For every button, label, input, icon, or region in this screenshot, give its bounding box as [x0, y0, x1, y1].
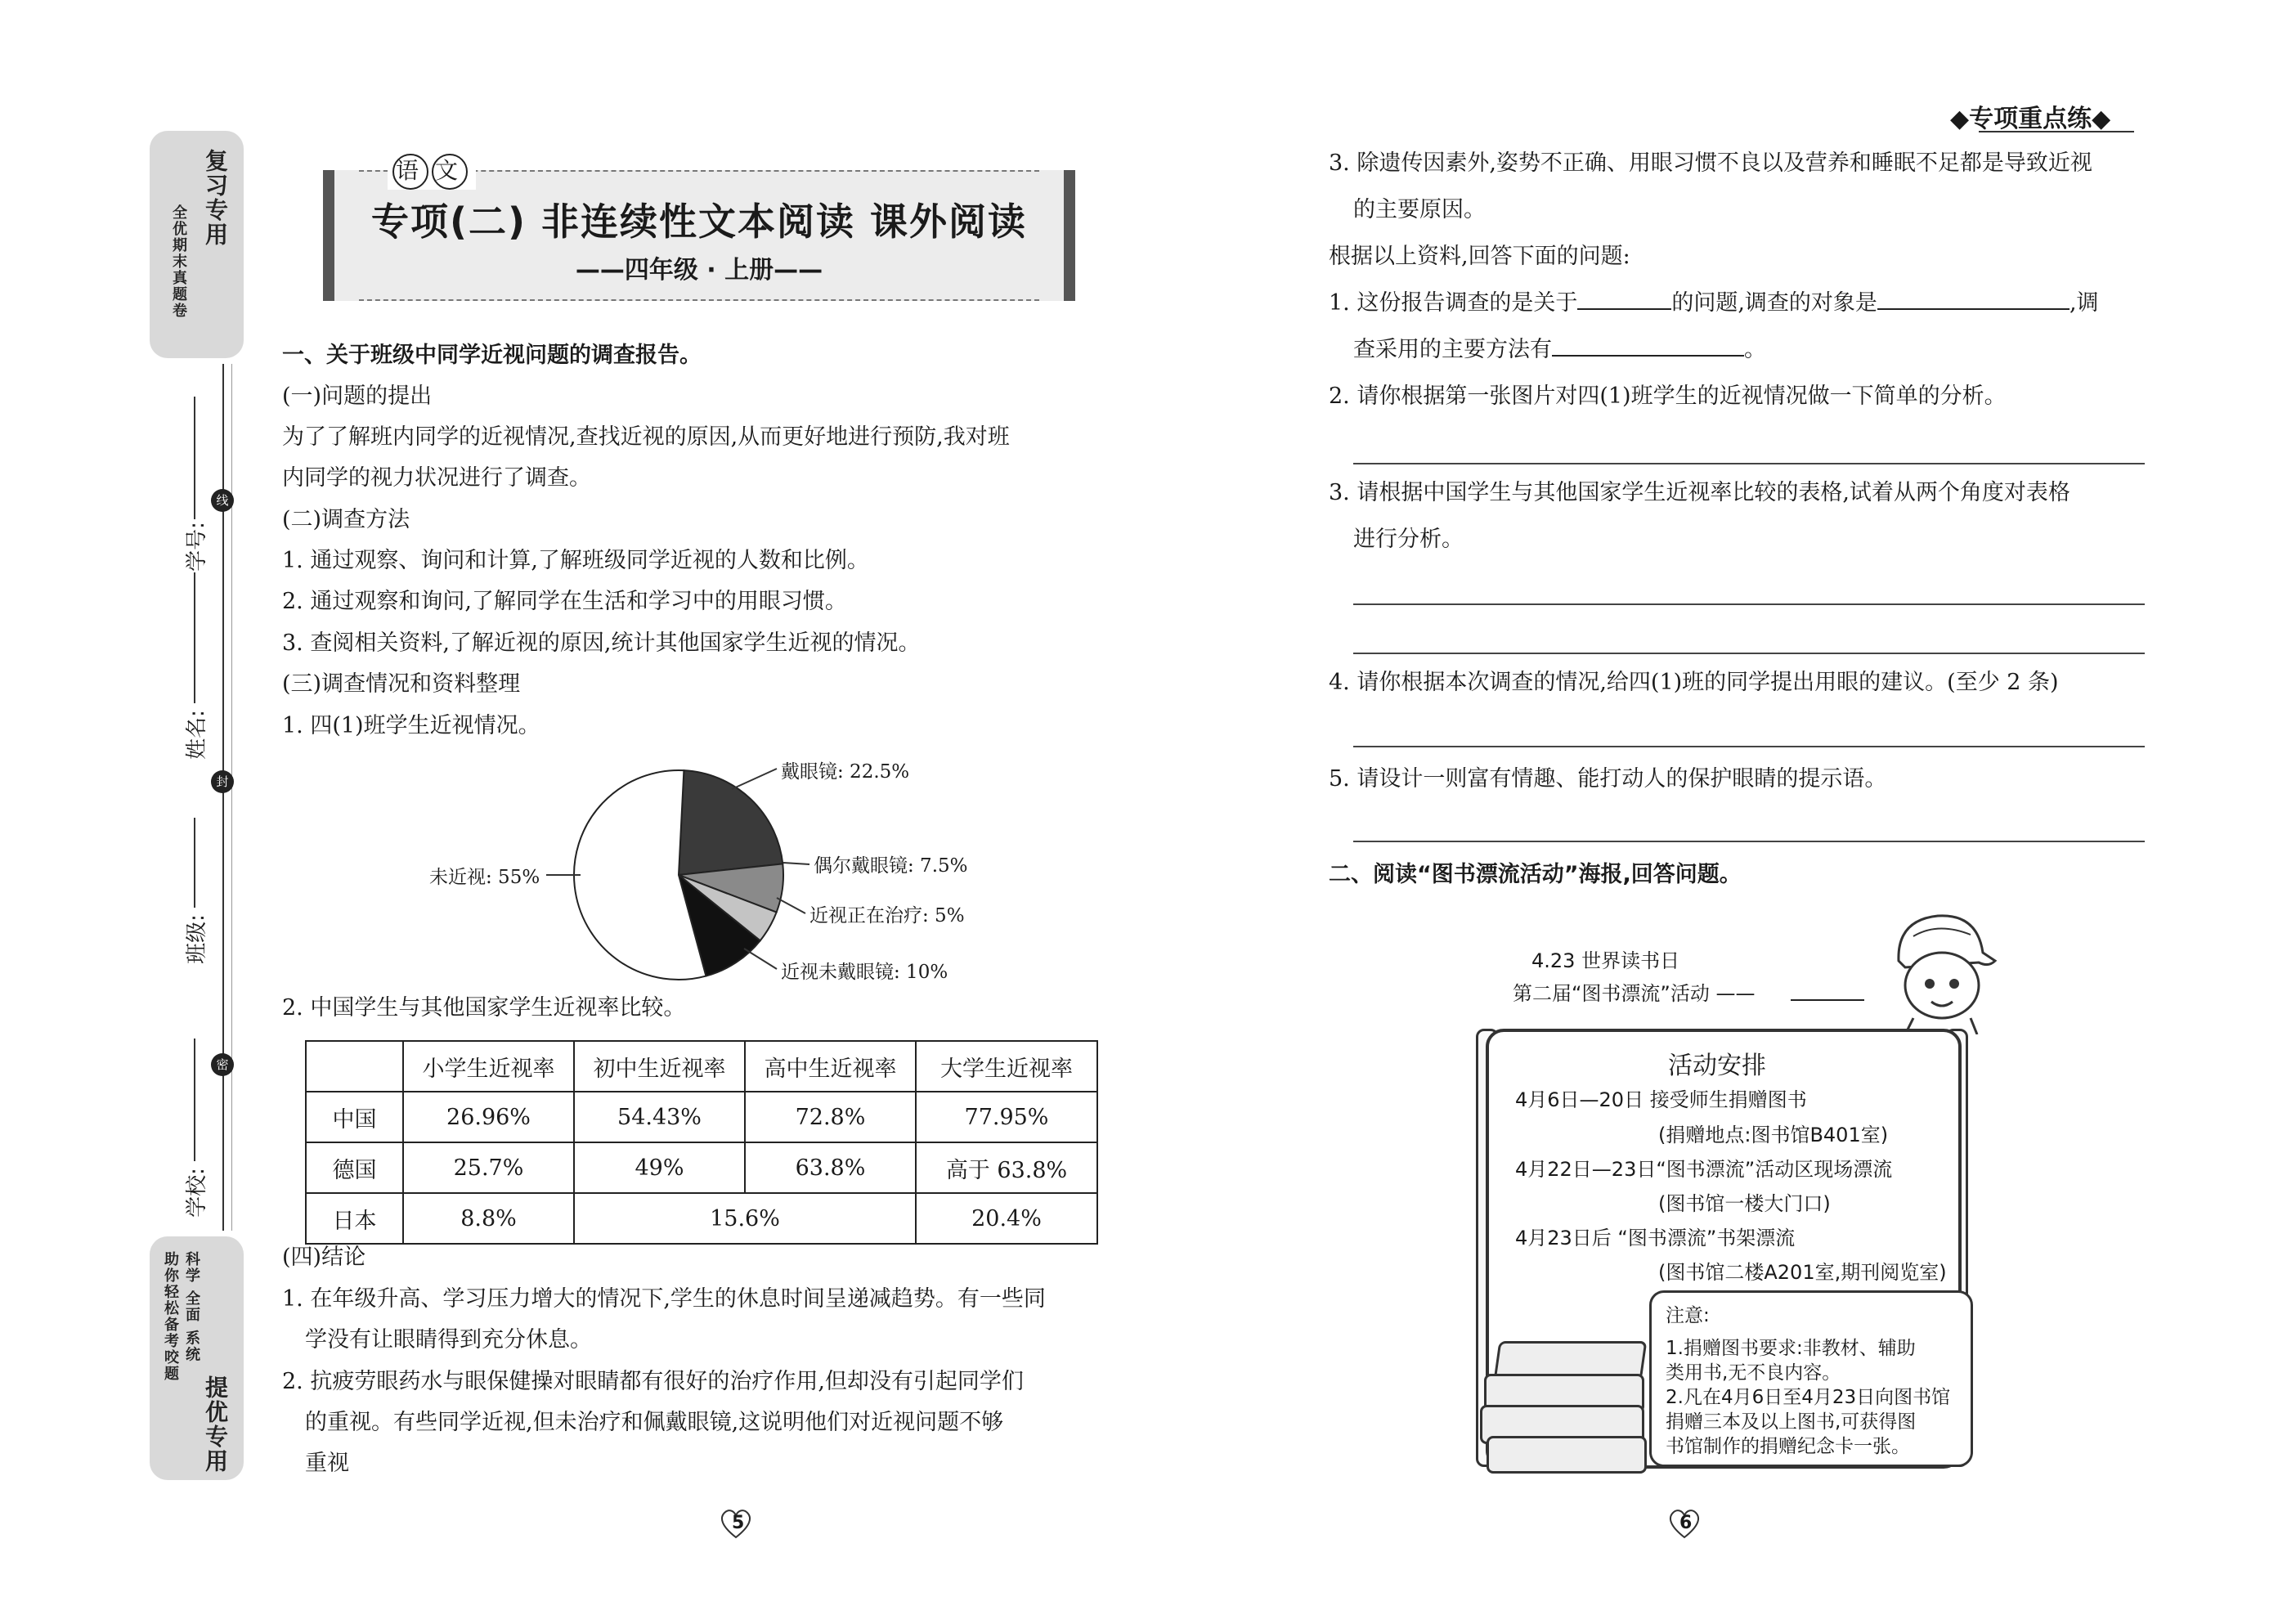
- sidebar-bottom-sublabel2: 助你轻松备考咬题: [162, 1251, 179, 1382]
- answer-blank-topic[interactable]: [1577, 284, 1671, 310]
- question-1-part-e: 。: [1744, 337, 1766, 362]
- seal-mi: 密: [211, 1053, 234, 1076]
- table-cell: 49%: [574, 1142, 745, 1193]
- answer-blank-method[interactable]: [1552, 330, 1744, 357]
- table-header-cell: 小学生近视率: [403, 1041, 574, 1092]
- schedule-item: 4月23日后 “图书漂流”书架漂流: [1515, 1227, 1796, 1249]
- reason-3-line1: 3. 除遗传因素外,姿势不正确、用眼习惯不良以及营养和睡眠不足都是导致近视: [1329, 150, 2092, 176]
- p1-heading: (一)问题的提出: [282, 384, 433, 409]
- question-1-part-b: 的问题,调查的对象是: [1671, 290, 1877, 316]
- myopia-comparison-table: [305, 1040, 1098, 1245]
- conclusion-1-line1: 1. 在年级升高、学习压力增大的情况下,学生的休息时间呈递减趋势。有一些同: [282, 1286, 1046, 1312]
- schedule-item: 4月6日—20日 接受师生捐赠图书: [1515, 1088, 1807, 1111]
- instruction-text: 根据以上资料,回答下面的问题:: [1329, 244, 1630, 269]
- answer-line-q5[interactable]: [1353, 841, 2145, 842]
- table-header-cell: 高中生近视率: [745, 1041, 916, 1092]
- survey-2-title: 2. 中国学生与其他国家学生近视率比较。: [282, 995, 686, 1021]
- conclusion-2-line3: 重视: [305, 1451, 349, 1476]
- answer-line-q3b[interactable]: [1353, 653, 2145, 654]
- section-tag-underline: [1979, 131, 2134, 132]
- table-cell: 日本: [306, 1193, 403, 1244]
- page-number-left: 5: [732, 1513, 745, 1533]
- question-1: [1329, 283, 2099, 324]
- table-row: [306, 1092, 1097, 1142]
- table-header-cell: [306, 1041, 403, 1092]
- table-cell: 77.95%: [916, 1092, 1097, 1142]
- pie-label-normal: 未近视: 55%: [429, 867, 540, 888]
- table-cell: 8.8%: [403, 1193, 574, 1244]
- question-1-cont: [1353, 330, 1766, 370]
- boy-cartoon-icon: [1881, 904, 2003, 1034]
- section-tag: ◆专项重点练◆: [1950, 105, 2111, 133]
- table-header-cell: 大学生近视率: [916, 1041, 1097, 1092]
- sidebar-bottom-label: 提优专用: [202, 1375, 229, 1474]
- table-cell: 63.8%: [745, 1142, 916, 1193]
- table-cell: 德国: [306, 1142, 403, 1193]
- p3-heading: (三)调查情况和资料整理: [282, 671, 521, 697]
- pie-label-sometimes: 偶尔戴眼镜: 7.5%: [814, 855, 968, 877]
- seal-xian: 线: [211, 489, 234, 512]
- schedule-item: (图书馆二楼A201室,期刊阅览室): [1658, 1261, 1947, 1284]
- schedule-item: 4月22日—23日“图书漂流”活动区现场漂流: [1515, 1158, 1893, 1181]
- pie-label-treating: 近视正在治疗: 5%: [809, 905, 965, 926]
- page-title: 专项(二) 非连续性文本阅读 课外阅读: [370, 200, 1028, 244]
- table-header-row: [306, 1041, 1097, 1092]
- schedule-item: (捐赠地点:图书馆B401室): [1658, 1124, 1889, 1146]
- poster-line1: 4.23 世界读书日: [1531, 949, 1680, 972]
- method-1: 1. 通过观察、询问和计算,了解班级同学近视的人数和比例。: [282, 548, 869, 573]
- notice-line: 2.凡在4月6日至4月23日向图书馆: [1666, 1387, 1951, 1408]
- poster-line2: 第二届“图书漂流”活动 ——: [1513, 982, 1756, 1005]
- pie-label-noglasses: 近视未戴眼镜: 10%: [781, 962, 948, 983]
- question-4: 4. 请你根据本次调查的情况,给四(1)班的同学提出用眼的建议。(至少 2 条): [1329, 670, 2059, 695]
- notice-line: 类用书,无不良内容。: [1666, 1362, 1841, 1384]
- table-cell: 高于 63.8%: [916, 1142, 1097, 1193]
- table-header-cell: 初中生近视率: [574, 1041, 745, 1092]
- notice-line: 捐赠三本及以上图书,可获得图: [1666, 1411, 1917, 1433]
- book-stack-icon: [1487, 1436, 1647, 1474]
- conclusion-2-line1: 2. 抗疲劳眼药水与眼保健操对眼睛都有很好的治疗作用,但却没有引起同学们: [282, 1369, 1024, 1394]
- conclusion-2-line2: 的重视。有些同学近视,但未治疗和佩戴眼镜,这说明他们对近视问题不够: [305, 1410, 1004, 1435]
- table-cell: 25.7%: [403, 1142, 574, 1193]
- reason-3-line2: 的主要原因。: [1353, 197, 1486, 222]
- table-cell: 15.6%: [574, 1193, 916, 1244]
- question-1-part-c: ,调: [2069, 290, 2099, 316]
- table-cell: 26.96%: [403, 1092, 574, 1142]
- question-3-line1: 3. 请根据中国学生与其他国家学生近视率比较的表格,试着从两个角度对表格: [1329, 480, 2070, 505]
- section2-title: 二、阅读“图书漂流活动”海报,回答问题。: [1329, 862, 1742, 887]
- table-row: [306, 1193, 1097, 1244]
- sidebar-bottom-sublabel1: 科学 全面 系统: [183, 1251, 200, 1363]
- p1-line2: 内同学的视力状况进行了调查。: [282, 465, 591, 491]
- subject-char-1: 语: [392, 154, 428, 190]
- board-title: 活动安排: [1668, 1052, 1766, 1080]
- field-student-number: 学号:: [184, 522, 209, 572]
- seal-feng: 封: [211, 770, 234, 793]
- table-cell: 中国: [306, 1092, 403, 1142]
- answer-line-q4[interactable]: [1353, 746, 2145, 747]
- field-name: 姓名:: [184, 710, 209, 760]
- page-number-right: 6: [1679, 1513, 1693, 1533]
- table-row: [306, 1142, 1097, 1193]
- question-2: 2. 请你根据第一张图片对四(1)班学生的近视情况做一下简单的分析。: [1329, 384, 2007, 409]
- survey-1-title: 1. 四(1)班学生近视情况。: [282, 713, 540, 738]
- notice-line: 1.捐赠图书要求:非教材、辅助: [1666, 1338, 1916, 1359]
- field-class: 班级:: [184, 914, 209, 964]
- method-2: 2. 通过观察和询问,了解同学在生活和学习中的用眼习惯。: [282, 589, 847, 614]
- p2-heading: (二)调查方法: [282, 507, 410, 532]
- sidebar-top-label: 复习专用: [202, 149, 229, 247]
- answer-blank-subject[interactable]: [1877, 284, 2070, 310]
- question-1-part-d: 查采用的主要方法有: [1353, 337, 1552, 362]
- question-3-line2: 进行分析。: [1353, 527, 1464, 552]
- table-cell: 72.8%: [745, 1092, 916, 1142]
- p1-line1: 为了了解班内同学的近视情况,查找近视的原因,从而更好地进行预防,我对班: [282, 424, 1010, 450]
- question-1-part-a: 1. 这份报告调查的是关于: [1329, 290, 1578, 316]
- table-cell: 20.4%: [916, 1193, 1097, 1244]
- schedule-item: (图书馆一楼大门口): [1658, 1192, 1831, 1215]
- method-3: 3. 查阅相关资料,了解近视的原因,统计其他国家学生近视的情况。: [282, 630, 921, 656]
- section1-title: 一、关于班级中同学近视问题的调查报告。: [282, 343, 702, 368]
- answer-line-q3a[interactable]: [1353, 603, 2145, 605]
- table-cell: 54.43%: [574, 1092, 745, 1142]
- notice-line: 书馆制作的捐赠纪念卡一张。: [1666, 1436, 1910, 1457]
- question-5: 5. 请设计一则富有情趣、能打动人的保护眼睛的提示语。: [1329, 766, 1887, 792]
- page-subtitle: ——四年级 · 上册——: [575, 256, 823, 285]
- poster-blank[interactable]: [1791, 999, 1864, 1001]
- answer-line-q2[interactable]: [1353, 463, 2145, 464]
- conclusion-1-line2: 学没有让眼睛得到充分休息。: [305, 1327, 592, 1353]
- pie-label-glasses: 戴眼镜: 22.5%: [781, 761, 910, 783]
- subject-char-2: 文: [432, 154, 468, 190]
- field-school: 学校:: [184, 1168, 209, 1218]
- notice-title: 注意:: [1666, 1305, 1710, 1326]
- p4-heading: (四)结论: [282, 1245, 366, 1270]
- sidebar-top-sublabel: 全优期末真题卷: [170, 204, 187, 319]
